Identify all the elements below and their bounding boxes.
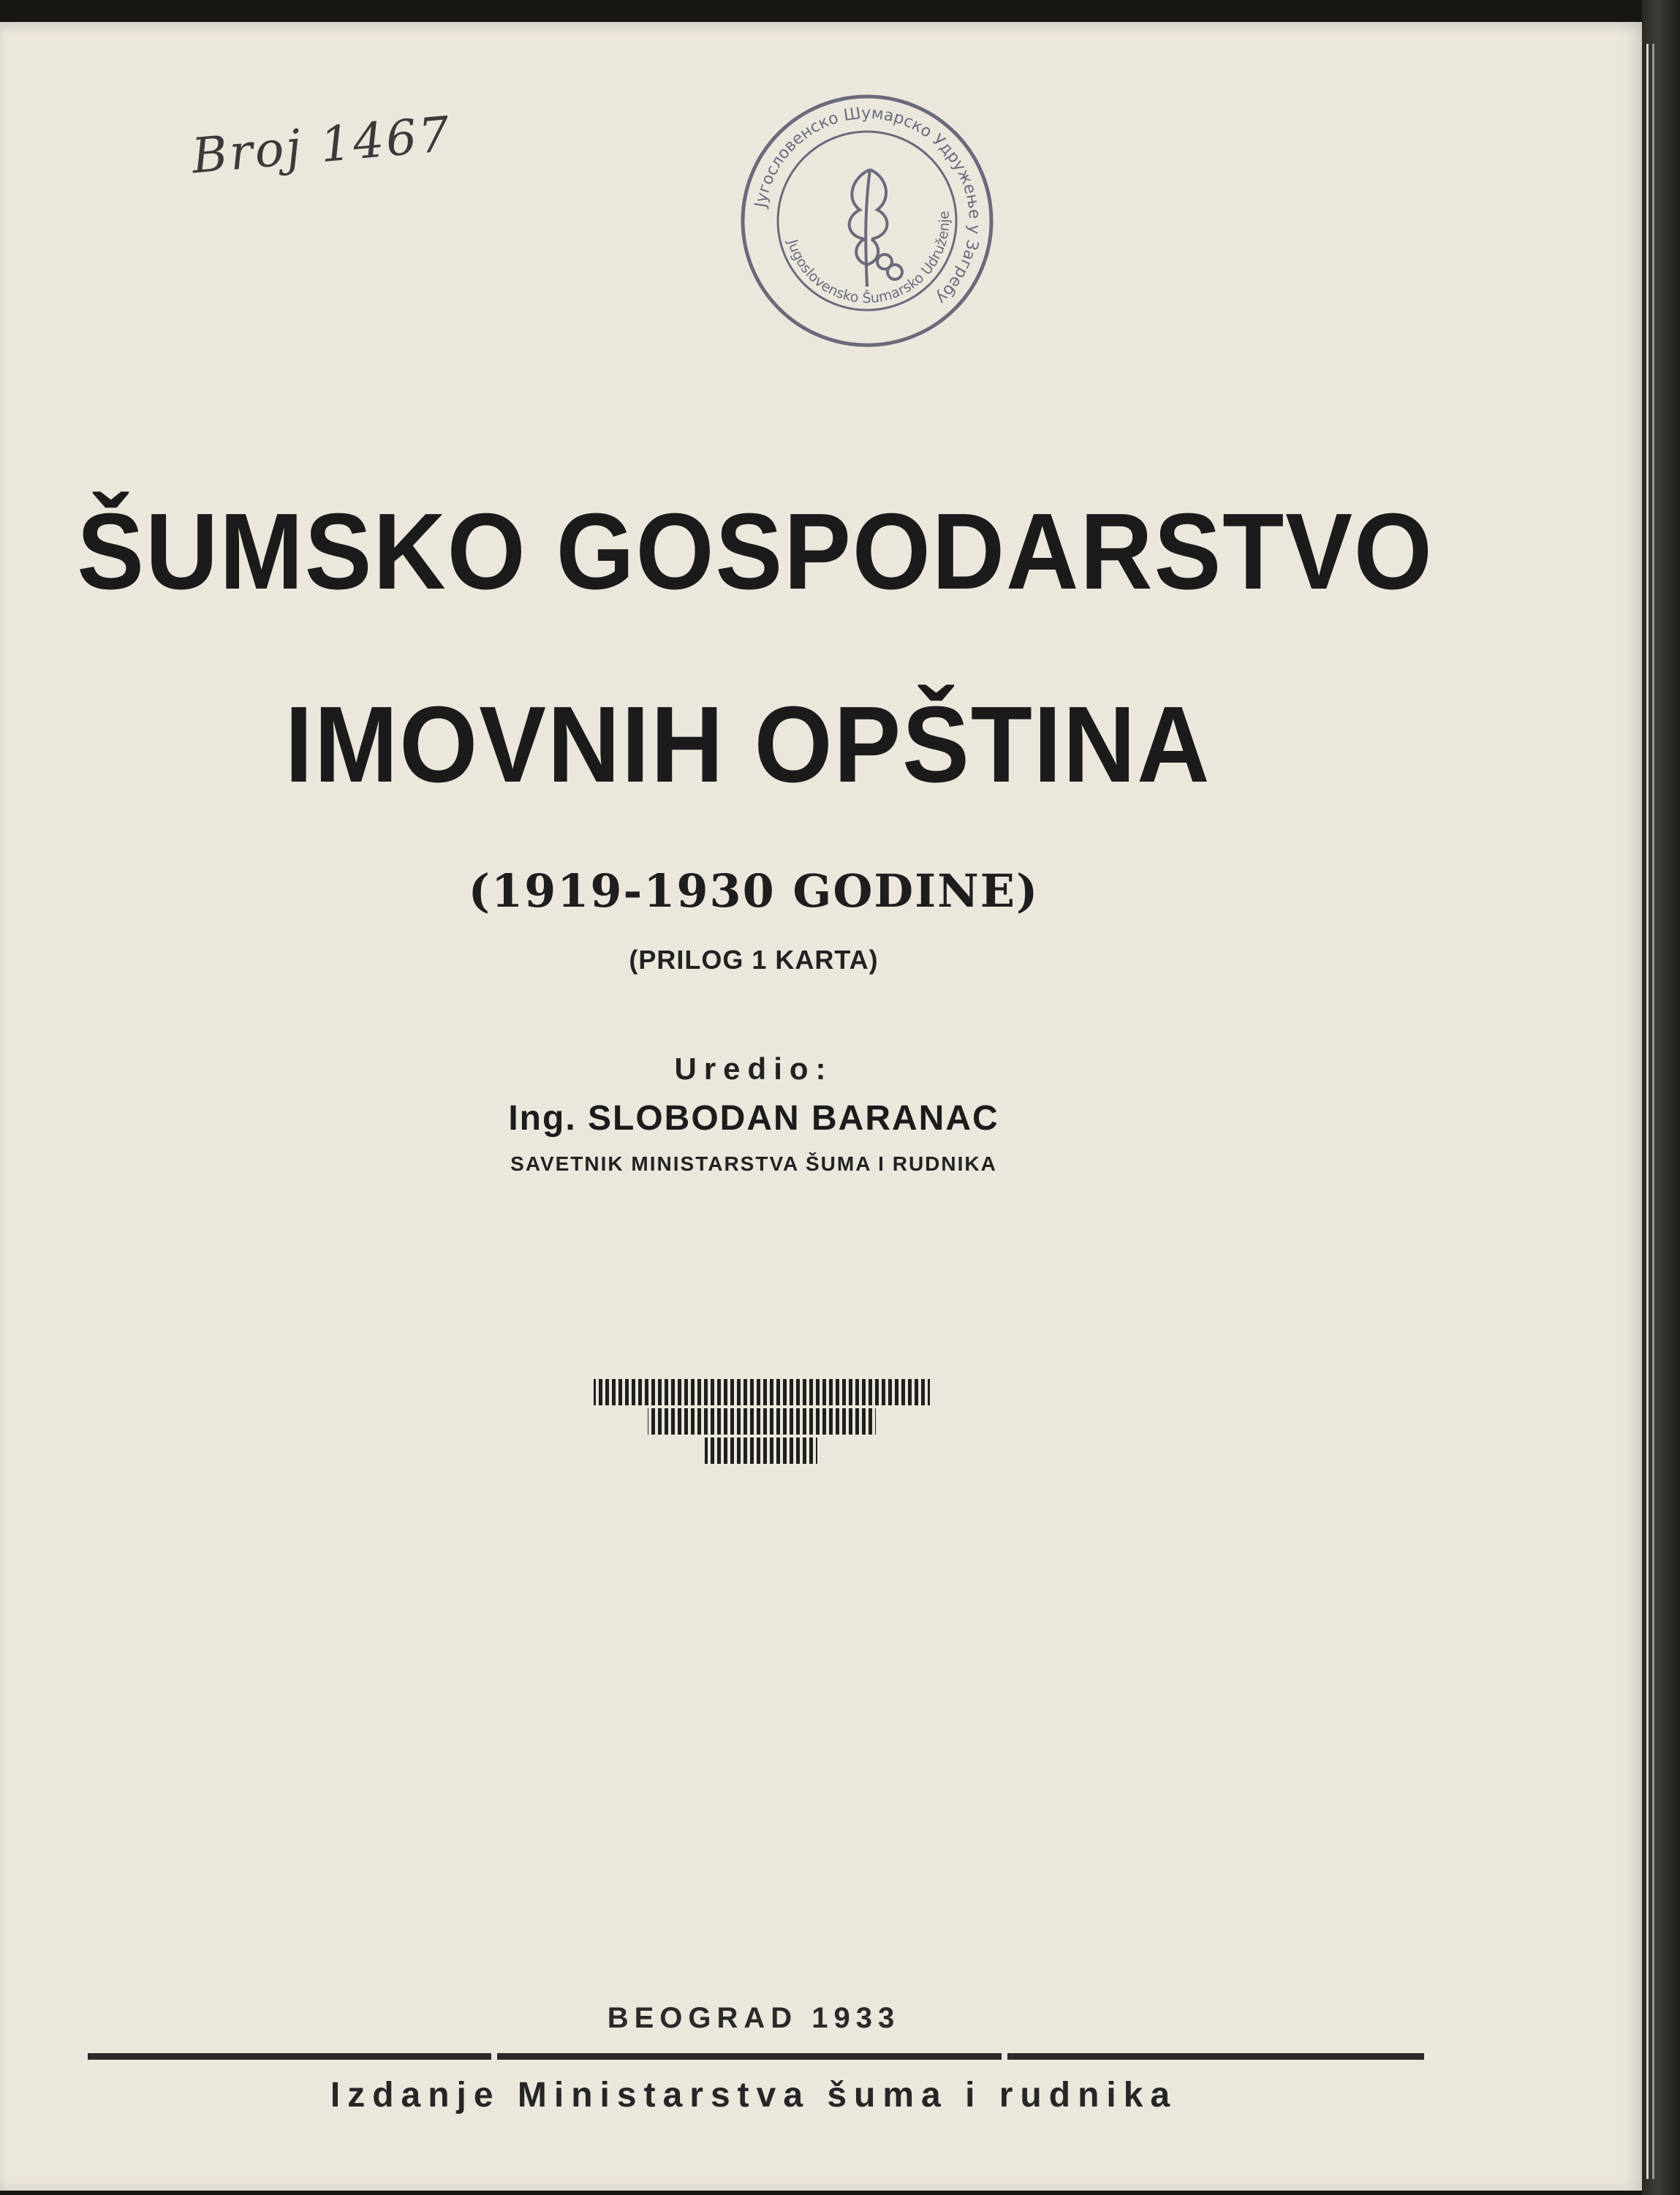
stamp-outer-text: Југословенско Шумарско Удружење у Загребу (752, 104, 984, 308)
editor-name: Ing. SLOBODAN BARANAC (508, 1099, 999, 1138)
title-line-2: IMOVNIH OPŠTINA (284, 684, 1211, 805)
handwritten-number: Broj 1467 (189, 105, 454, 185)
stamp-inner-text: Jugoslovensko Šumarsko Udruženje (784, 210, 953, 307)
divider-rule-left (88, 2053, 491, 2060)
years-subtitle: (1919-1930 GODINE) (468, 864, 1040, 918)
divider-rule-middle (497, 2053, 1002, 2060)
document-page (0, 22, 1642, 2191)
page-edge-line (1652, 44, 1654, 2179)
supplement-note: (PRILOG 1 KARTA) (629, 945, 879, 975)
divider-rule-right (1007, 2053, 1424, 2060)
book-cover-edge (1642, 0, 1680, 2195)
publisher-line: Izdanje Ministarstva šuma i rudnika (330, 2076, 1178, 2115)
title-line-1: ŠUMSKO GOSPODARSTVO (77, 491, 1434, 612)
edited-by-label: Uredio: (674, 1051, 833, 1086)
editor-position: SAVETNIK MINISTARSTVA ŠUMA I RUDNIKA (510, 1152, 997, 1175)
place-and-year: BEOGRAD 1933 (607, 2002, 901, 2034)
ornament-bar-bottom (705, 1437, 817, 1464)
page-edge-line (1646, 44, 1649, 2179)
ornament-bar-top (594, 1379, 930, 1405)
printers-ornament (0, 22, 1642, 2191)
ornament-bar-middle (648, 1408, 876, 1435)
